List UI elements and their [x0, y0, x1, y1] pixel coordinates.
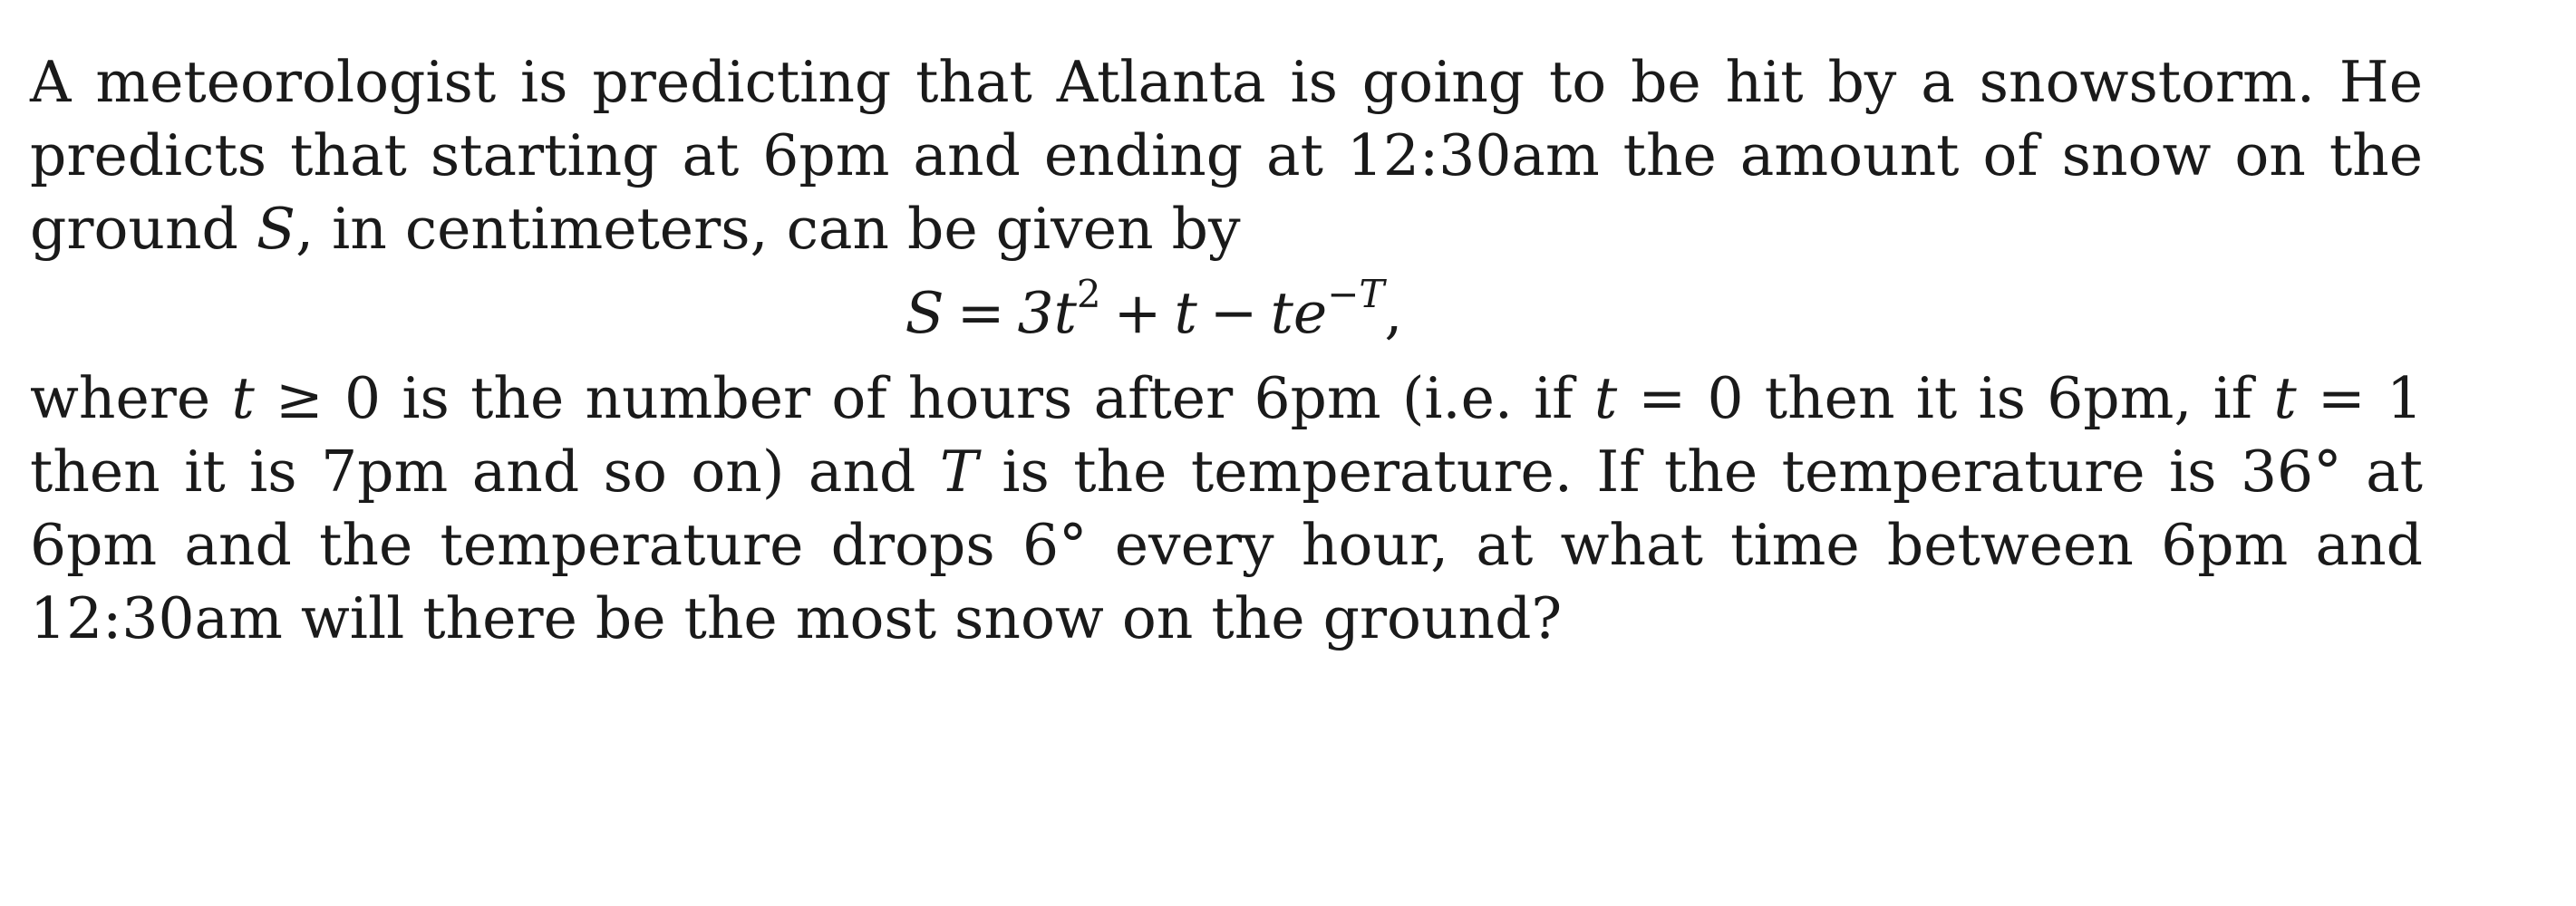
intro-text: A meteorologist is predicting that Atlanta is going to be hit by a snowstorm. He predicts that starting at 6pm and ending at 12:30am the amount of snow on the ground	[30, 49, 2423, 262]
variable-temperature: T	[939, 439, 978, 505]
eq-equals: =	[956, 280, 1005, 346]
variable-t: t	[231, 365, 255, 431]
cond-text-4: is the temperature. If the temperature is 36° at 6pm and the temperature drops 6° every hour, at what time between 6pm and 12:30am will there be the most snow on the ground?	[30, 439, 2423, 651]
eq-term3-exponent: −T	[1327, 272, 1385, 316]
eq-term1: 3t	[1017, 280, 1077, 346]
cond-prefix: where	[30, 365, 232, 431]
eq-lhs: S	[905, 280, 944, 346]
eq-term2: t	[1174, 280, 1197, 346]
variable-s: S	[256, 196, 296, 262]
intro-paragraph	[30, 45, 2423, 265]
intro-text-end: , in centimeters, can be given by	[295, 196, 1241, 262]
eq-term1-exponent: 2	[1076, 272, 1101, 316]
cond-text-1: ≥ 0 is the number of hours after 6pm (i.e. if	[254, 365, 1594, 431]
variable-t: t	[1593, 365, 1618, 431]
snow-equation	[0, 265, 2350, 361]
cond-text-3: = 1 then it is 7pm and so on) and	[30, 365, 2424, 505]
variable-t: t	[2273, 365, 2297, 431]
eq-plus: +	[1113, 280, 1162, 346]
eq-trailing-comma: ,	[1384, 280, 1403, 346]
eq-term3: te	[1270, 280, 1328, 346]
eq-minus: −	[1209, 280, 1258, 346]
conditions-paragraph	[30, 361, 2423, 655]
cond-text-2: = 0 then it is 6pm, if	[1617, 365, 2274, 431]
problem-document	[30, 45, 2423, 655]
